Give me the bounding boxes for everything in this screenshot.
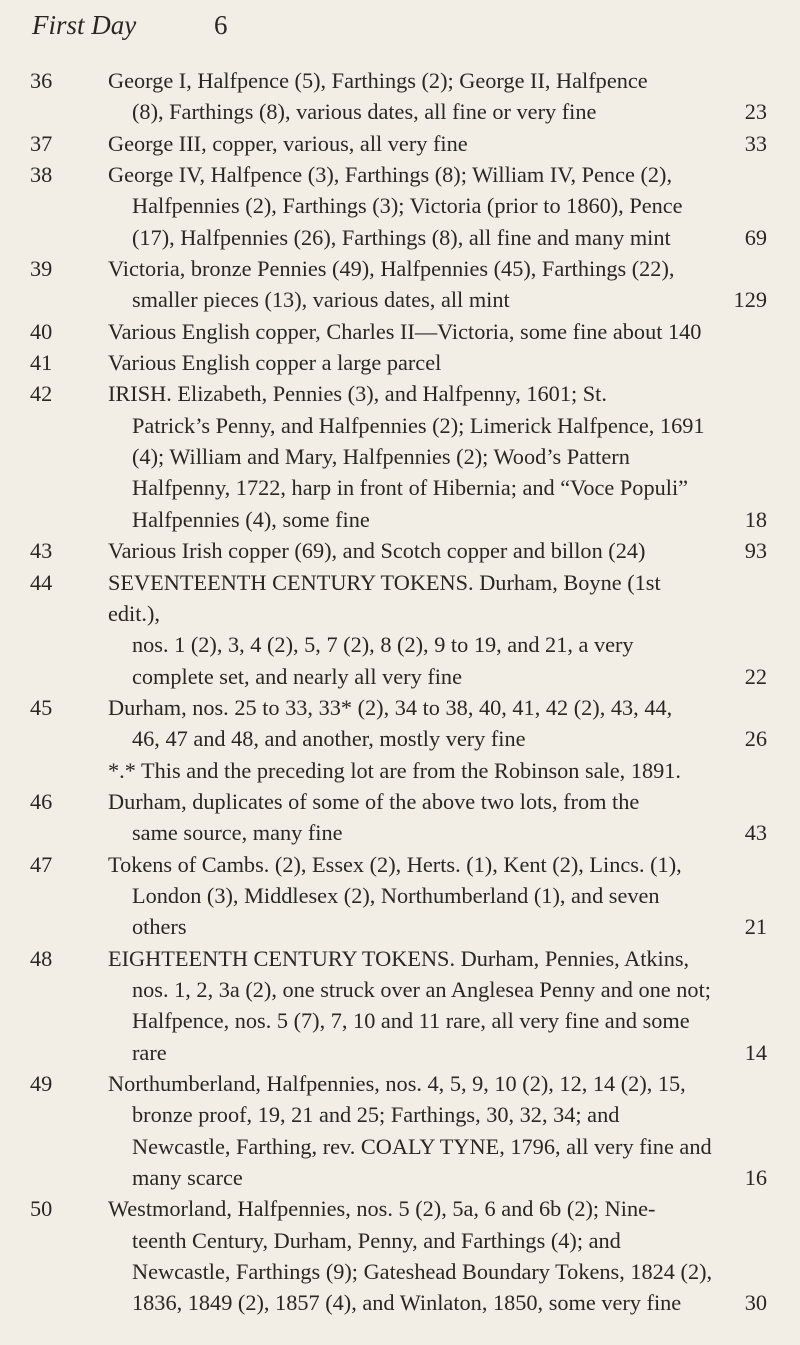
lot-description-first-line: SEVENTEENTH CENTURY TOKENS. Durham, Boyne (1st edit.), xyxy=(108,569,661,626)
lot-description-first-line: EIGHTEENTH CENTURY TOKENS. Durham, Pennies, Atkins, xyxy=(108,945,690,971)
lot-description-continuation: Patrick’s Penny, and Halfpennies (2); Limerick Halfpence, 1691 (4); William and Mary, Halfpennies (2); Wood’s Pattern Halfpenny, 1722, harp in front of Hibernia; and “Voce Populi” Halfpennies (4), some fine xyxy=(132,412,705,532)
lot-number: 39 xyxy=(30,256,53,282)
lot-description xyxy=(108,1193,715,1318)
lot-entry xyxy=(30,65,775,128)
lot-description xyxy=(108,316,715,347)
lot-price: 69 xyxy=(744,224,767,250)
lot-description-continuation: 46, 47 and 48, and another, mostly very fine xyxy=(132,726,526,752)
lot-price: 22 xyxy=(744,663,767,689)
lot-description-continuation: nos. 1 (2), 3, 4 (2), 5, 7 (2), 8 (2), 9 to 19, and 21, a very complete set, and nearly all very fine xyxy=(132,632,634,689)
lot-description xyxy=(108,943,715,1068)
lot-description xyxy=(108,849,715,943)
running-title: First Day xyxy=(32,10,137,40)
lot-description-first-line: Northumberland, Halfpennies, nos. 4, 5, 9, 10 (2), 12, 14 (2), 15, xyxy=(108,1071,686,1096)
lot-note: *.* This and the preceding lot are from the Robinson sale, 1891. xyxy=(108,757,681,783)
lot-description-first-line: Victoria, bronze Pennies (49), Halfpennies (45), Farthings (22), xyxy=(108,256,675,282)
lot-price: 23 xyxy=(744,99,767,125)
lot-number: 43 xyxy=(30,538,53,564)
lot-number: 37 xyxy=(30,130,53,156)
lot-description xyxy=(108,535,715,566)
lot-description-first-line: George III, copper, various, all very fine xyxy=(108,130,468,156)
lot-price: 43 xyxy=(744,820,767,846)
lot-price: 30 xyxy=(744,1290,767,1316)
lot-description-first-line: Westmorland, Halfpennies, nos. 5 (2), 5a, 6 and 6b (2); Nine- xyxy=(108,1196,656,1222)
lot-entry xyxy=(30,378,775,535)
lot-entry xyxy=(30,316,775,347)
lot-description-first-line: Tokens of Cambs. (2), Essex (2), Herts. (1), Kent (2), Lincs. (1), xyxy=(108,851,682,877)
lot-description-first-line: Various Irish copper (69), and Scotch copper and billon (24) xyxy=(108,538,646,564)
lot-entry xyxy=(30,849,775,943)
lot-description xyxy=(108,253,715,316)
lot-description xyxy=(108,692,715,755)
lot-number: 47 xyxy=(30,851,53,877)
lot-description-first-line: Various English copper a large parcel xyxy=(108,350,442,376)
lot-price: 129 xyxy=(733,287,767,313)
lot-price: 18 xyxy=(744,506,767,532)
lot-number: 45 xyxy=(30,694,53,720)
lot-description-continuation: London (3), Middlesex (2), Northumberland (1), and seven others xyxy=(132,882,660,940)
lot-price: 16 xyxy=(744,1165,767,1191)
lot-entry xyxy=(30,692,775,755)
lot-number: 50 xyxy=(30,1196,53,1222)
lot-description-continuation: (8), Farthings (8), various dates, all fine or very fine xyxy=(132,99,597,125)
lot-description-first-line: George I, Halfpence (5), Farthings (2); George II, Halfpence xyxy=(108,68,648,93)
lot-description-first-line: IRISH. Elizabeth, Pennies (3), and Halfpenny, 1601; St. xyxy=(108,381,607,407)
lot-description xyxy=(108,378,715,535)
lot-entry xyxy=(30,786,775,849)
lot-description-continuation: same source, many fine xyxy=(132,820,343,846)
lot-description-continuation: teenth Century, Durham, Penny, and Farthings (4); and Newcastle, Farthings (9); Gateshead Boundary Tokens, 1824 (2), 1836, 1849 (2), 1857 (4), and Winlaton, 1850, some very fine xyxy=(132,1227,713,1316)
lot-number: 36 xyxy=(30,68,53,93)
lot-description-continuation: smaller pieces (13), various dates, all mint xyxy=(132,287,510,313)
page-header xyxy=(32,10,768,44)
lot-number: 42 xyxy=(30,381,53,407)
page-number: 6 xyxy=(214,10,228,40)
lot-price: 26 xyxy=(744,726,767,752)
lot-description xyxy=(108,1068,715,1193)
lot-number: 46 xyxy=(30,788,53,814)
lot-description xyxy=(108,347,715,378)
lot-price: 21 xyxy=(744,914,767,940)
lot-list xyxy=(30,65,775,1319)
lot-description-first-line: Durham, nos. 25 to 33, 33* (2), 34 to 38, 40, 41, 42 (2), 43, 44, xyxy=(108,694,673,720)
lot-entry xyxy=(30,1068,775,1193)
lot-description xyxy=(108,786,715,849)
lot-description-continuation: Halfpennies (2), Farthings (3); Victoria (prior to 1860), Pence (17), Halfpennies (26), Farthings (8), all fine and many mint xyxy=(132,193,683,250)
lot-description xyxy=(108,65,715,128)
lot-entry xyxy=(30,535,775,566)
lot-description-continuation: nos. 1, 2, 3a (2), one struck over an Anglesea Penny and one not; Halfpence, nos. 5 (7), 7, 10 and 11 rare, all very fine and some rare xyxy=(132,976,711,1065)
lot-entry xyxy=(30,943,775,1068)
lot-description xyxy=(108,567,715,692)
lot-description-first-line: George IV, Halfpence (3), Farthings (8); William IV, Pence (2), xyxy=(108,162,673,188)
lot-description xyxy=(108,128,715,159)
lot-entry xyxy=(30,253,775,316)
lot-entry xyxy=(30,567,775,692)
lot-number: 40 xyxy=(30,318,53,344)
lot-price: 33 xyxy=(744,130,767,156)
lot-number: 41 xyxy=(30,350,53,376)
lot-price: 93 xyxy=(744,538,767,564)
lot-entry xyxy=(30,347,775,378)
lot-number: 44 xyxy=(30,569,53,595)
lot-number: 49 xyxy=(30,1071,53,1096)
lot-description-first-line: Various English copper, Charles II—Victoria, some fine about 140 xyxy=(108,318,702,344)
lot-entry xyxy=(30,159,775,253)
lot-entry xyxy=(30,128,775,159)
lot-description xyxy=(108,159,715,253)
lot-description-first-line: Durham, duplicates of some of the above two lots, from the xyxy=(108,788,640,814)
lot-price: 14 xyxy=(744,1039,767,1065)
lot-description-continuation: bronze proof, 19, 21 and 25; Farthings, 30, 32, 34; and Newcastle, Farthing, rev. COALY TYNE, 1796, all very fine and many scarce xyxy=(132,1102,712,1191)
lot-number: 48 xyxy=(30,945,53,971)
lot-number: 38 xyxy=(30,162,53,188)
lot-entry xyxy=(30,1193,775,1318)
